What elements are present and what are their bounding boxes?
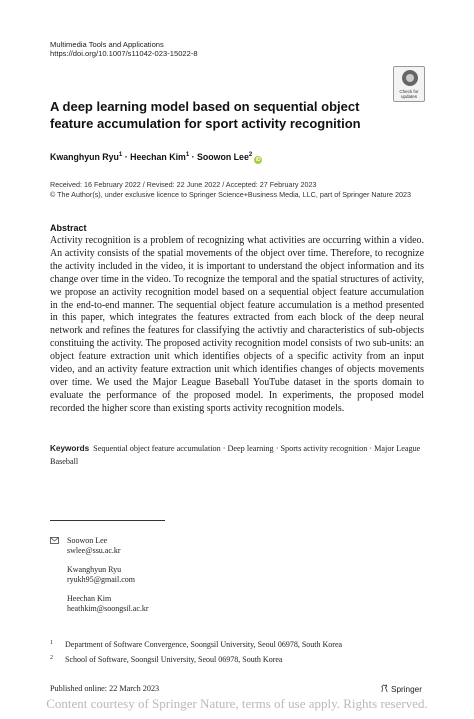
keywords-text: Sequential object feature accumulation · Deep learning · Sports activity recognition · Major League Baseball (50, 444, 421, 466)
envelope-icon (50, 537, 59, 544)
publisher-logo (380, 684, 422, 695)
author-separator: · (124, 152, 128, 162)
paper-title: A deep learning model based on sequential object feature accumulation for sport activity recognition (50, 99, 361, 131)
check-for-updates-icon (402, 70, 418, 86)
author-list (50, 149, 262, 164)
courtesy-watermark: Content courtesy of Springer Nature, terms of use apply. Rights reserved. (46, 696, 428, 711)
doi-link[interactable]: https://doi.org/10.1007/s11042-023-15022-8 (50, 49, 198, 58)
author-affiliation-marker: 2 (248, 152, 253, 158)
springer-horse-icon (380, 684, 389, 693)
badge-line-1: Check for (399, 89, 419, 94)
publisher-name: Springer (391, 685, 422, 694)
contact-email[interactable]: ryukh95@gmail.com (67, 575, 136, 584)
affiliation-text: School of Software, Soongsil University, Seoul 06978, South Korea (65, 655, 283, 664)
affiliation-number: 2 (50, 655, 53, 661)
affiliation-text: Department of Software Convergence, Soongsil University, Seoul 06978, South Korea (65, 640, 343, 649)
affiliation-number: 1 (50, 640, 53, 646)
author-affiliation-marker: 1 (118, 152, 123, 158)
contact-email[interactable]: heathkim@soongsil.ac.kr (67, 604, 149, 613)
contact-name: Soowon Lee (67, 536, 108, 545)
contact-name: Heechan Kim (67, 594, 112, 603)
contact-email[interactable]: swlee@ssu.ac.kr (67, 546, 121, 555)
check-for-updates-badge[interactable] (393, 66, 425, 102)
orcid-icon[interactable]: iD (255, 157, 261, 163)
author-name[interactable]: Soowon Lee (197, 152, 249, 162)
abstract-heading: Abstract (50, 223, 87, 233)
author-affiliation-marker: 1 (185, 152, 190, 158)
author-name[interactable]: Kwanghyun Ryu (50, 152, 119, 162)
author-name[interactable]: Heechan Kim (130, 152, 186, 162)
keywords (50, 443, 424, 468)
copyright-notice: © The Author(s), under exclusive licence to Springer Science+Business Media, LLC, part of Springer Nature 2023 (50, 190, 411, 199)
article-dates: Received: 16 February 2022 / Revised: 22 June 2022 / Accepted: 27 February 2023 (50, 180, 317, 189)
keywords-label: Keywords (50, 444, 90, 453)
journal-name: Multimedia Tools and Applications (50, 40, 164, 49)
footnote-divider (50, 520, 165, 521)
contact-name: Kwanghyun Ryu (67, 565, 122, 574)
abstract-text: Activity recognition is a problem of recognizing what activities are occurring within a video. An activity consists of the spatial movements of the object over time. Therefore, to recognize the activity included in the video, it is important to understand the object information and its change over time in the video. To recognize the temporal and the spatial structures of activity, we propose an activity recognition model based on a sequential object feature accumulation in the end-to-end manner. The sequential object feature accumulation is a method presented in this paper, which integrates the features extracted from each block of the deep neural network and refines the features for classifying the activtiy and characteristics of sub-objects constituing the activity. The proposed activity recognition model consists of two sub-units: an object feature extraction unit which identifies objects of a specific activity from an input video, and an activity feature extraction unit which identifies changes of objects movements over time. We used the Major League Baseball YouTube dataset in the sports domain to evaluate the performance of the proposed model. In experiments, the proposed model recorded the higher score than existing sports activity recognition models. (50, 235, 424, 414)
badge-line-2: updates (400, 94, 417, 99)
author-separator: · (191, 152, 195, 162)
published-date: Published online: 22 March 2023 (50, 684, 160, 693)
